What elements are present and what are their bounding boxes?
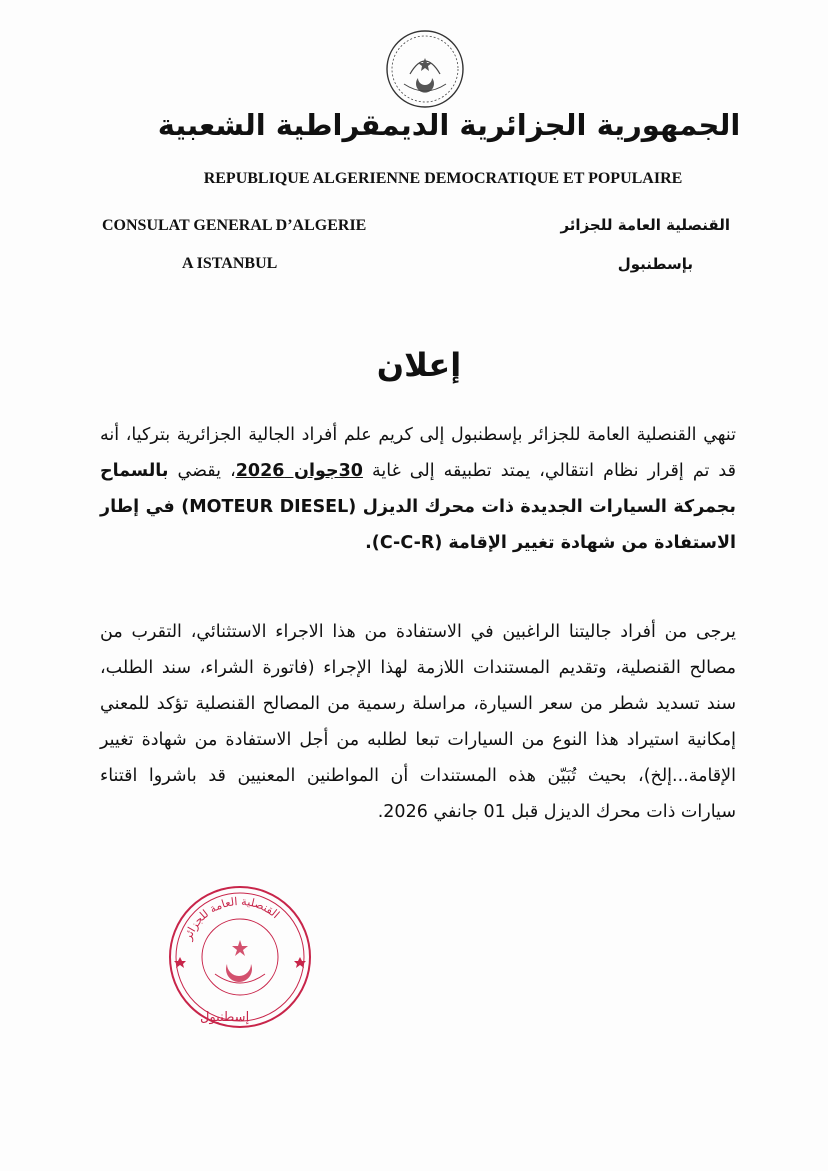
consulate-name-ar: القنصلية العامة للجزائر <box>560 216 730 234</box>
country-title-ar: الجمهورية الجزائرية الديمقراطية الشعبية <box>157 108 741 142</box>
country-title-fr: REPUBLIQUE ALGERIENNE DEMOCRATIQUE ET POPULAIRE <box>203 170 683 187</box>
stamp-city: إسطنبول <box>200 1010 250 1025</box>
notice-paragraph-2: يرجى من أفراد جاليتنا الراغبين في الاستفادة من هذا الاجراء الاستثنائي، التقرب من مصالح القنصلية، وتقديم المستندات اللازمة لهذا الإجراء (فاتورة الشراء، سند الطلب، سند تسديد شطر من سعر السيارة، مراسلة رسمية من المصالح القنصلية تؤكد للمعني إمكانية استيراد هذا النوع من السيارات تبعا لطلبه من أجل الاستفادة من شهادة تغيير الإقامة...إلخ)، بحيث تُبَيّن هذه المستندات أن المواطنين المعنيين قد باشروا اقتناء سيارات ذات محرك الديزل قبل 01 جانفي 2026. <box>100 622 736 822</box>
consulate-city-fr: A ISTANBUL <box>182 255 278 272</box>
deadline-date: 30جوان 2026 <box>235 461 363 481</box>
consulate-city-ar: بإسطنبول <box>617 255 693 273</box>
p1-text-bold: بالسماح بجمركة السيارات الجديدة ذات محرك الديزل (MOTEUR DIESEL) في إطار الاستفادة من شهادة تغيير الإقامة (C-C-R). <box>100 461 736 553</box>
p1-text-a: تنهي القنصلية العامة للجزائر بإسطنبول إلى كريم علم أفراد الجالية الجزائرية بتركيا، أنه قد تم إقرار نظام انتقالي، يمتد تطبيقه إلى غاية <box>100 425 736 481</box>
emblem-icon <box>384 28 466 110</box>
notice-paragraph-1 <box>100 417 736 561</box>
consulate-name-fr: CONSULAT GENERAL D’ALGERIE <box>102 217 367 234</box>
svg-text:القنصلية العامة للجزائر: القنصلية العامة للجزائر <box>181 894 282 942</box>
notice-heading: إعلان <box>376 346 462 384</box>
p1-text-b: ، يقضي <box>168 461 236 481</box>
